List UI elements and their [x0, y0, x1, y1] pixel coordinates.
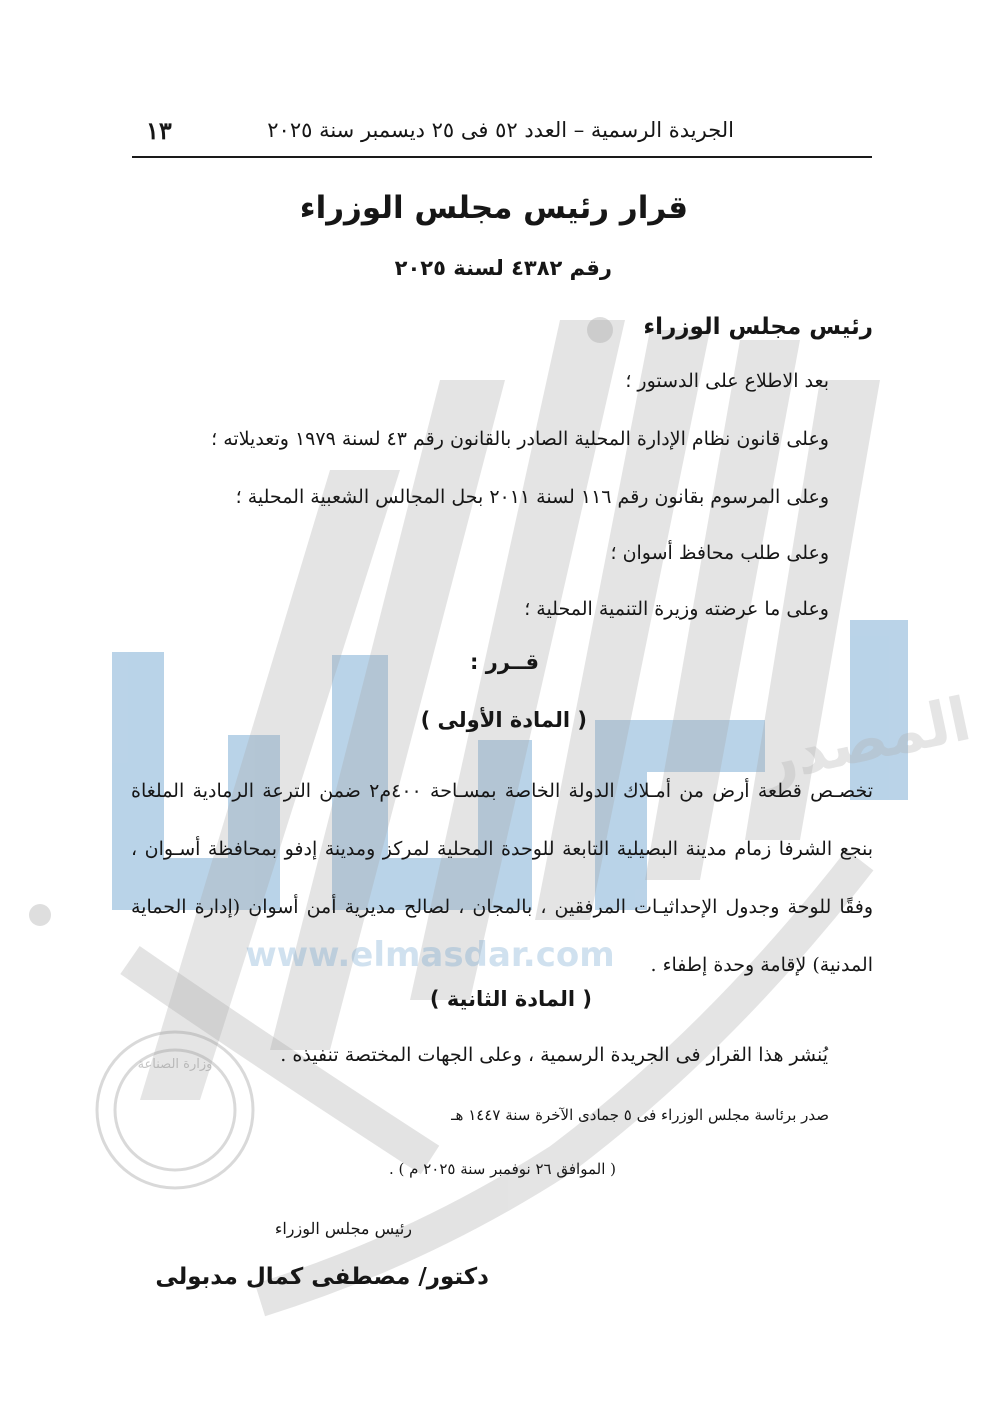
article-1-heading: ( المادة الأولى ): [420, 708, 587, 732]
preamble-line: وعلى المرسوم بقانون رقم ١١٦ لسنة ٢٠١١ بحل المجالس الشعبية المحلية ؛: [235, 486, 829, 508]
gazette-issue-line: الجريدة الرسمية – العدد ٥٢ فى ٢٥ ديسمبر سنة ٢٠٢٥: [267, 118, 734, 142]
article-1-text: تخصـص قطعة أرض من أمـلاك الدولة الخاصة بمسـاحة ٤٠٠م٢ ضمن الترعة الرمادية الملغاة بنجع الشرفا زمام مدينة البصيلية التابعة للوحدة المحلية لمركز ومدينة إدفو بمحافظة أسـوان ، وفقًا للوحة وجدول الإحداثيـات المرفقين ، بالمجان ، لصالح مديرية أمن أسوان (إدارة الحماية المدنية) لإقامة وحدة إطفاء .: [131, 780, 873, 976]
watermark-brand: المصدر: [755, 684, 977, 797]
decided-label: قــرر :: [470, 650, 539, 674]
decree-number: رقم ٤٣٨٢ لسنة ٢٠٢٥: [394, 256, 612, 280]
gazette-header: [132, 112, 872, 158]
decree-issuer: رئيس مجلس الوزراء: [643, 314, 873, 340]
signatory-title: رئيس مجلس الوزراء: [274, 1219, 412, 1238]
watermark-seal-text: وزارة الصناعة: [137, 1057, 213, 1072]
preamble-line: وعلى ما عرضته وزيرة التنمية المحلية ؛: [524, 598, 829, 620]
watermark-url: www.elmasdar.com: [245, 935, 615, 975]
signatory-name: دكتور/ مصطفى كمال مدبولى: [155, 1264, 489, 1290]
article-2-heading: ( المادة الثانية ): [429, 987, 592, 1011]
preamble-line: وعلى طلب محافظ أسوان ؛: [610, 542, 829, 564]
preamble-line: بعد الاطلاع على الدستور ؛: [625, 370, 829, 392]
gregorian-date-line: ( الموافق ٢٦ نوفمبر سنة ٢٠٢٥ م ) .: [389, 1160, 616, 1178]
issued-date-line: صدر برئاسة مجلس الوزراء فى ٥ جمادى الآخرة سنة ١٤٤٧ هـ: [451, 1106, 829, 1124]
preamble-line: وعلى قانون نظام الإدارة المحلية الصادر بالقانون رقم ٤٣ لسنة ١٩٧٩ وتعديلاته ؛: [211, 428, 829, 450]
article-2-text: يُنشر هذا القرار فى الجريدة الرسمية ، وعلى الجهات المختصة تنفيذه .: [280, 1044, 828, 1066]
page-number: ١٣: [146, 116, 172, 145]
decree-title: قرار رئيس مجلس الوزراء: [299, 190, 688, 226]
